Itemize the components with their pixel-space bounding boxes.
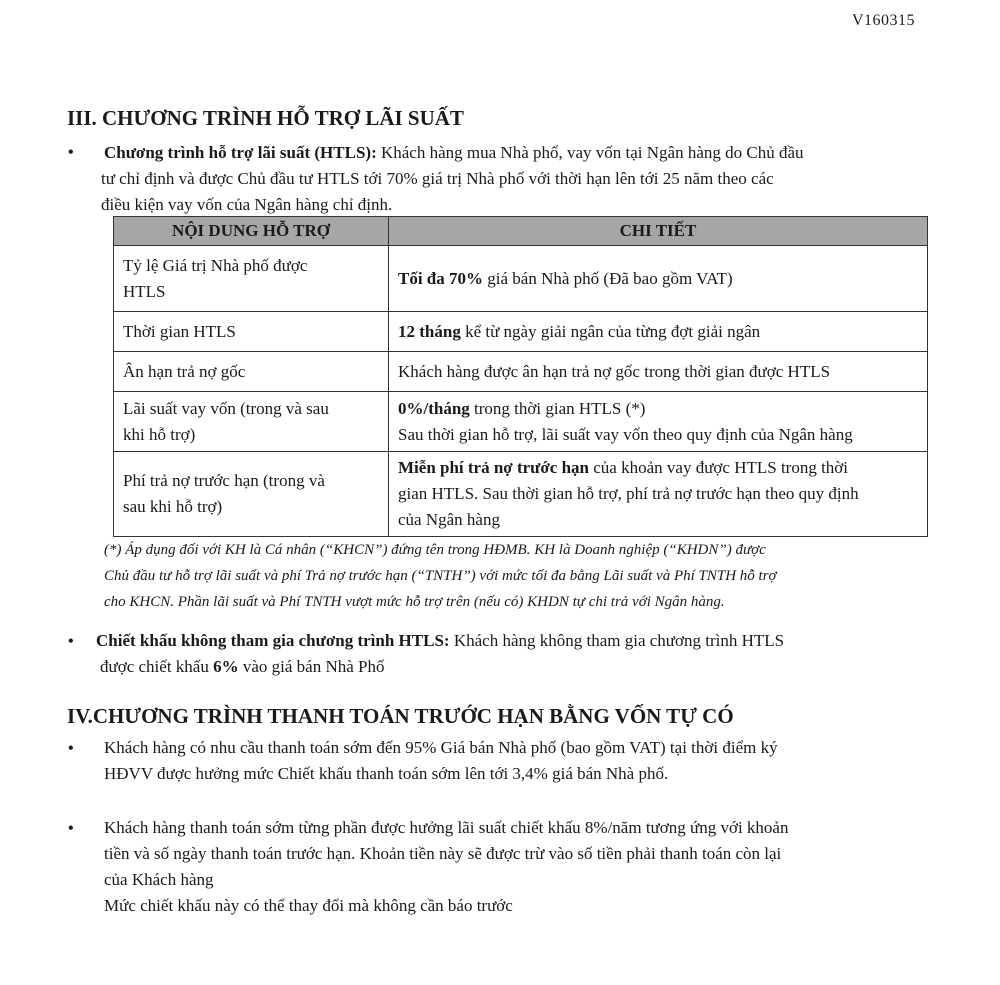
bullet-marker: • [68, 740, 74, 757]
row-label [114, 452, 389, 537]
early-payment-line: Khách hàng có nhu cầu thanh toán sớm đến 95% Giá bán Nhà phố (bao gồm VAT) tại thời điểm ký [104, 738, 778, 757]
row-label-line: Lãi suất vay vốn (trong và sau [123, 398, 329, 418]
htls-line-3: điều kiện vay vốn của Ngân hàng chỉ định. [101, 195, 393, 214]
table-row [114, 246, 928, 312]
partial-payment-line: tiền và số ngày thanh toán trước hạn. Khoản tiền này sẽ được trừ vào số tiền phải thanh toán còn lại [104, 844, 782, 863]
detail-bold: 12 tháng [398, 321, 461, 341]
header-detail: CHI TIẾT [389, 217, 928, 246]
detail-text: trong thời gian HTLS (*) [469, 398, 646, 418]
version-code: V160315 [852, 12, 916, 29]
detail-bold: Tối đa 70% [398, 268, 484, 288]
header-content: NỘI DUNG HỖ TRỢ [114, 217, 389, 246]
footnote-line: (*) Áp dụng đối với KH là Cá nhân (“KHCN”) đứng tên trong HĐMB. KH là Doanh nghiệp (“KHDN”) được [104, 542, 766, 558]
footnote-line: Chủ đầu tư hỗ trợ lãi suất và phí Trả nợ trước hạn (“TNTH”) với mức tối đa bằng Lãi suất và Phí TNTH hỗ trợ [104, 568, 777, 584]
htls-line-1 [104, 140, 934, 166]
partial-payment-line: Khách hàng thanh toán sớm từng phần được hưởng lãi suất chiết khấu 8%/năm tương ứng với khoản [104, 818, 789, 837]
discount-rate: 6% [213, 657, 239, 676]
detail-line: của Ngân hàng [398, 510, 500, 529]
detail-line: gian HTLS. Sau thời gian hỗ trợ, phí trả nợ trước hạn theo quy định [398, 484, 859, 503]
row-detail: Khách hàng được ân hạn trả nợ gốc trong thời gian được HTLS [389, 352, 928, 392]
detail-text: kể từ ngày giải ngân của từng đợt giải ngân [460, 321, 761, 341]
row-detail [389, 392, 928, 452]
table-header-row [114, 217, 928, 246]
table-row [114, 392, 928, 452]
section-4-title: IV.CHƯƠNG TRÌNH THANH TOÁN TRƯỚC HẠN BẰNG VỐN TỰ CÓ [67, 704, 734, 728]
htls-line-2: tư chỉ định và được Chủ đầu tư HTLS tới 70% giá trị Nhà phố với thời hạn lên tới 25 năm theo các [101, 169, 774, 188]
footnote-line: cho KHCN. Phần lãi suất và Phí TNTH vượt mức hỗ trợ trên (nếu có) KHDN tự chi trả với Ngân hàng. [104, 594, 725, 610]
early-payment-bullet [104, 735, 934, 787]
detail-line [398, 396, 918, 422]
support-table [113, 216, 928, 537]
row-label-line: HTLS [123, 281, 166, 301]
bullet-marker: • [68, 633, 74, 650]
row-label: Ân hạn trả nợ gốc [114, 352, 389, 392]
table-row [114, 452, 928, 537]
row-label-line: khi hỗ trợ) [123, 424, 196, 444]
discount-text: được chiết khấu [100, 657, 214, 676]
row-label-line: Phí trả nợ trước hạn (trong và [123, 471, 325, 490]
table-row [114, 352, 928, 392]
detail-line: Sau thời gian hỗ trợ, lãi suất vay vốn theo quy định của Ngân hàng [398, 424, 853, 444]
discount-line-1 [96, 628, 936, 654]
detail-bold: 0%/tháng [398, 398, 470, 418]
discount-line-1-text: Khách hàng không tham gia chương trình HTLS [449, 631, 785, 650]
detail-bold: Miễn phí trả nợ trước hạn [398, 458, 590, 477]
row-label [114, 392, 389, 452]
partial-payment-line: của Khách hàng [104, 870, 214, 889]
htls-bullet [101, 140, 934, 218]
row-detail [389, 246, 928, 312]
discount-text: vào giá bán Nhà Phố [238, 657, 385, 676]
discount-bullet [96, 628, 936, 680]
row-label-line: Tỷ lệ Giá trị Nhà phố được [123, 255, 308, 275]
detail-text: của khoản vay được HTLS trong thời [589, 458, 849, 477]
partial-payment-bullet [104, 815, 934, 919]
row-label-line: sau khi hỗ trợ) [123, 497, 223, 516]
htls-lead: Chương trình hỗ trợ lãi suất (HTLS): [104, 143, 377, 162]
htls-line-1-text: Khách hàng mua Nhà phố, vay vốn tại Ngân hàng do Chủ đầu [380, 143, 804, 162]
detail-line [398, 455, 918, 481]
early-payment-line: HĐVV được hưởng mức Chiết khấu thanh toán sớm lên tới 3,4% giá bán Nhà phố. [104, 764, 669, 783]
section-3-title: III. CHƯƠNG TRÌNH HỖ TRỢ LÃI SUẤT [67, 106, 464, 130]
row-detail [389, 452, 928, 537]
bullet-marker: • [68, 820, 74, 837]
row-label [114, 246, 389, 312]
table-row [114, 312, 928, 352]
partial-payment-line: Mức chiết khấu này có thể thay đổi mà không cần báo trước [104, 896, 513, 915]
discount-lead: Chiết khấu không tham gia chương trình HTLS: [96, 631, 450, 650]
footnote [104, 537, 904, 615]
row-label: Thời gian HTLS [114, 312, 389, 352]
detail-text: giá bán Nhà phố (Đã bao gồm VAT) [483, 268, 733, 288]
discount-line-2 [100, 654, 936, 680]
row-detail [389, 312, 928, 352]
bullet-marker: • [68, 144, 74, 161]
